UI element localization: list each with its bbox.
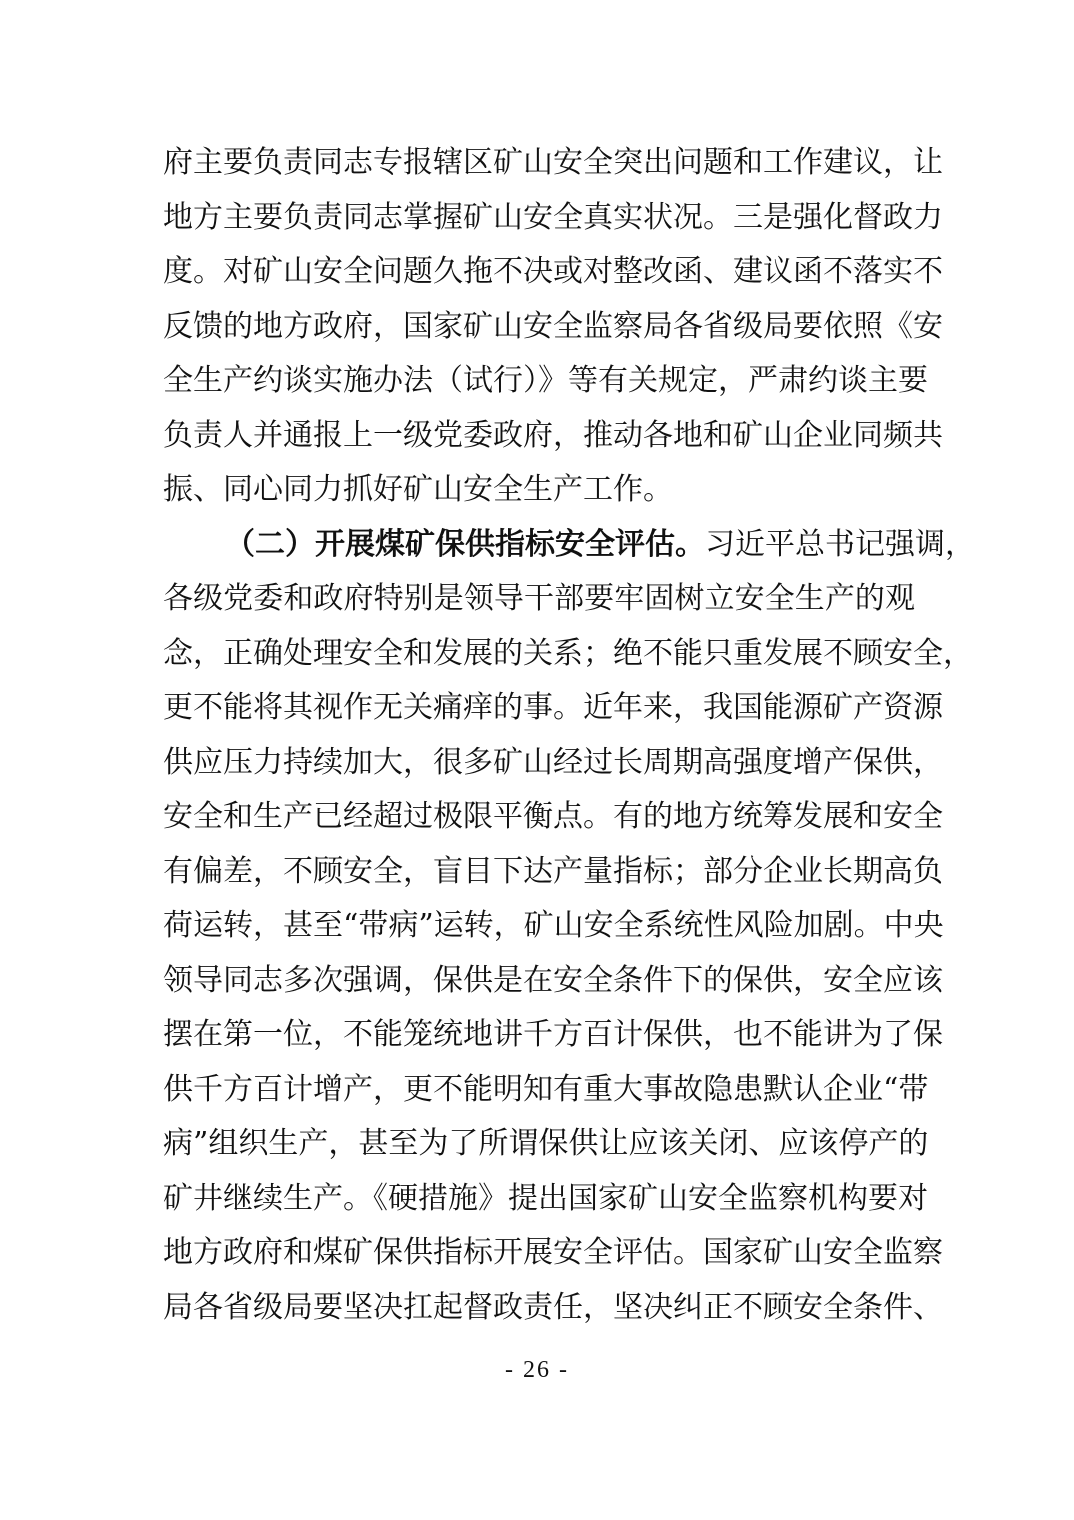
- text-line: 反馈的地方政府，国家矿山安全监察局各省级局要依照《安: [163, 308, 943, 344]
- text-line: 有偏差，不顾安全，盲目下达产量指标；部分企业长期高负: [163, 853, 943, 889]
- text-line: 矿井继续生产。《硬措施》提出国家矿山安全监察机构要对: [163, 1180, 928, 1216]
- text-line: 局各省级局要坚决扛起督政责任，坚决纠正不顾安全条件、: [163, 1289, 943, 1325]
- section-heading-continuation: 习近平总书记强调，: [705, 526, 975, 562]
- text-line: 地方政府和煤矿保供指标开展安全评估。国家矿山安全监察: [163, 1235, 943, 1270]
- text-line: 负责人并通报上一级党委政府，推动各地和矿山企业同频共: [163, 417, 943, 453]
- text-line: 领导同志多次强调，保供是在安全条件下的保供，安全应该: [163, 962, 943, 998]
- text-line: 振、同心同力抓好矿山安全生产工作。: [163, 472, 673, 507]
- text-line: 更不能将其视作无关痛痒的事。近年来，我国能源矿产资源: [163, 690, 943, 725]
- text-line: 荷运转，甚至“带病”运转，矿山安全系统性风险加剧。中央: [163, 908, 944, 943]
- text-line: 念，正确处理安全和发展的关系；绝不能只重发展不顾安全，: [163, 635, 973, 671]
- page-number: - 26 -: [505, 1357, 569, 1383]
- text-line: 各级党委和政府特别是领导干部要牢固树立安全生产的观: [163, 581, 915, 616]
- text-line: 供千方百计增产，更不能明知有重大事故隐患默认企业“带: [163, 1071, 929, 1107]
- text-line: 府主要负责同志专报辖区矿山安全突出问题和工作建议，让: [163, 145, 943, 180]
- section-heading: （二）开展煤矿保供指标安全评估。: [225, 526, 705, 562]
- text-line: 供应压力持续加大，很多矿山经过长周期高强度增产保供，: [163, 744, 943, 780]
- section-heading-line: [163, 518, 975, 573]
- text-line: 地方主要负责同志掌握矿山安全真实状况。三是强化督政力: [163, 199, 943, 235]
- text-line: 摆在第一位，不能笼统地讲千方百计保供，也不能讲为了保: [163, 1017, 943, 1052]
- text-line: 度。对矿山安全问题久拖不决或对整改函、建议函不落实不: [163, 254, 943, 289]
- body-text: [163, 136, 975, 1335]
- text-line: 全生产约谈实施办法（试行）》等有关规定，严肃约谈主要: [163, 363, 928, 398]
- text-line: 病”组织生产，甚至为了所谓保供让应该关闭、应该停产的: [163, 1126, 929, 1161]
- text-line: 安全和生产已经超过极限平衡点。有的地方统筹发展和安全: [163, 799, 943, 834]
